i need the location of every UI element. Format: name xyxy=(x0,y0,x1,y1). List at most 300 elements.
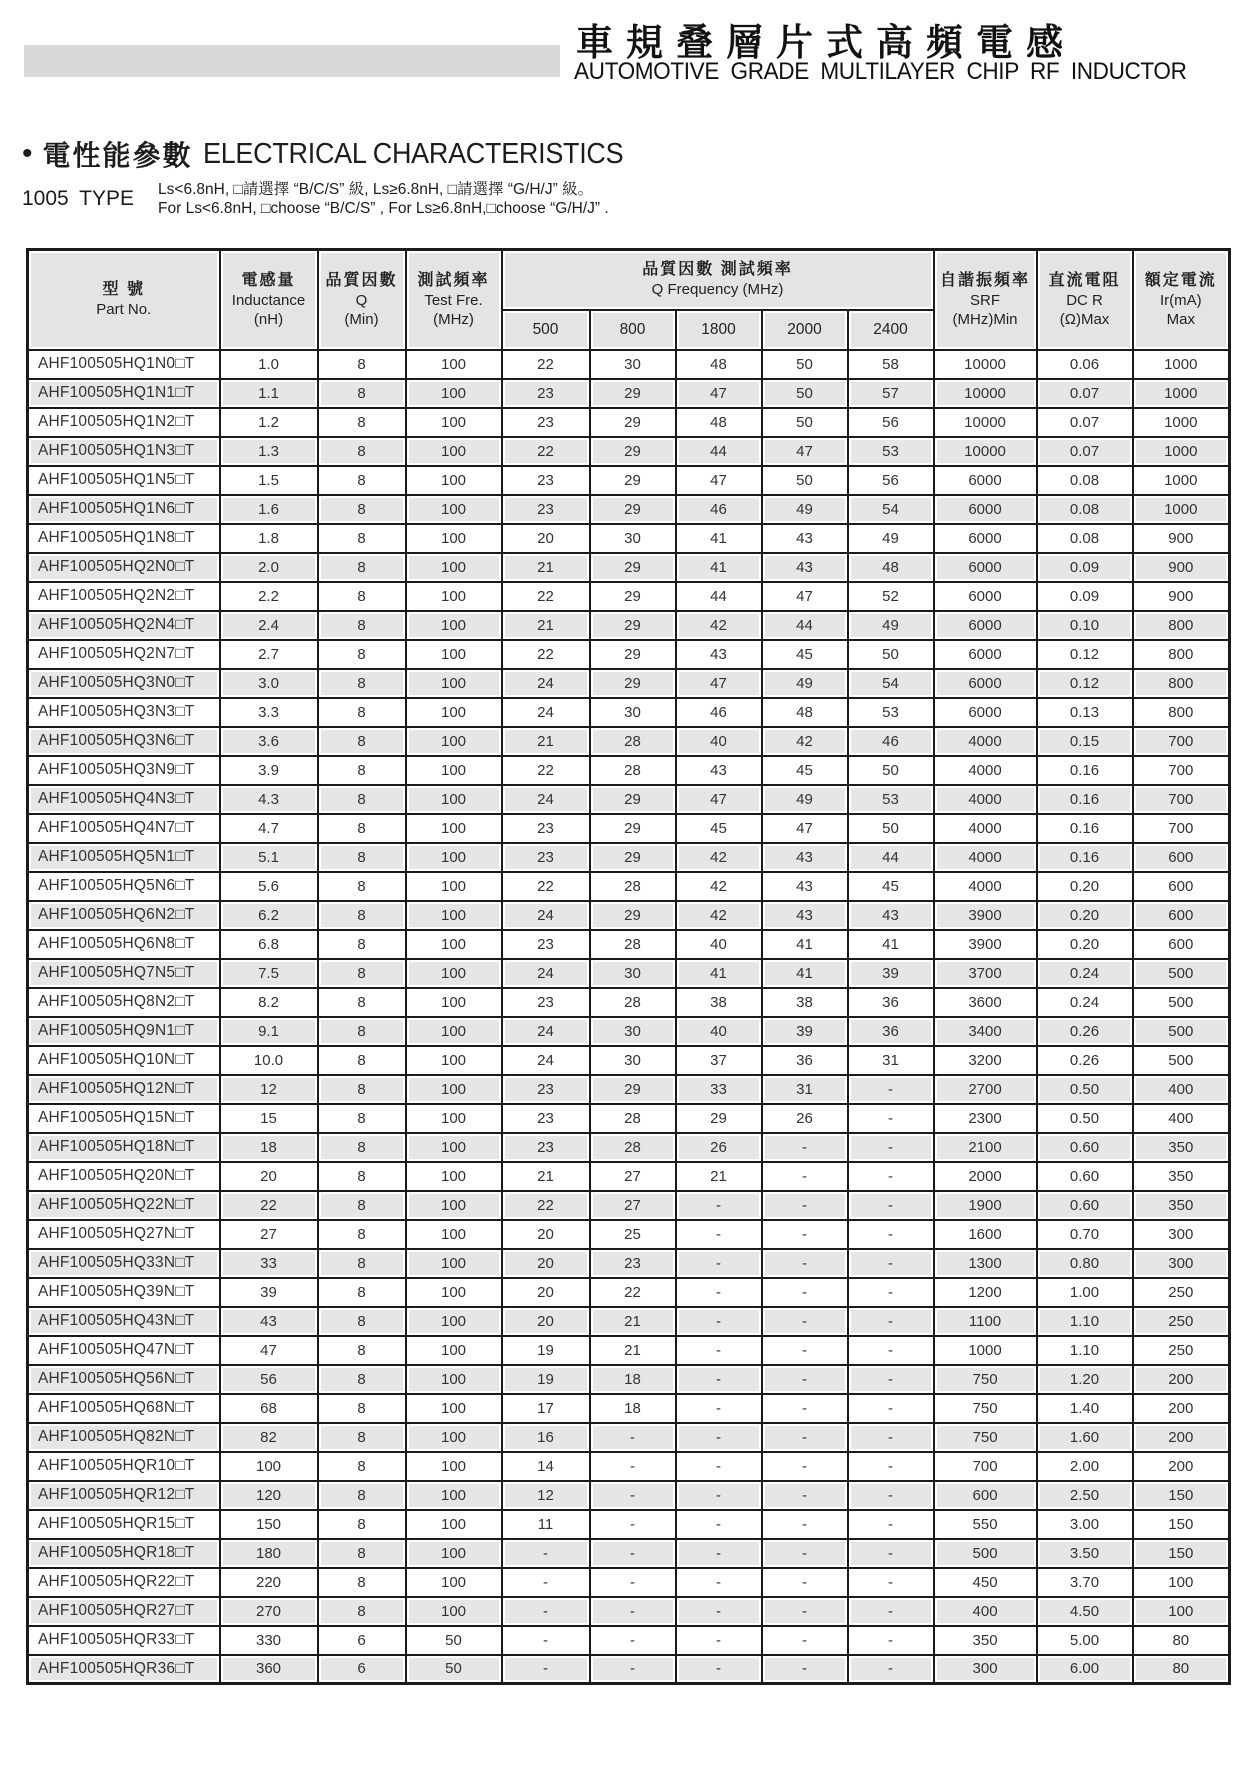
cell-q-1800: 40 xyxy=(676,1017,762,1046)
cell-part-no: AHF100505HQ10N□T xyxy=(28,1046,220,1075)
cell-dcr: 0.13 xyxy=(1037,698,1133,727)
cell-dcr: 0.20 xyxy=(1037,930,1133,959)
cell-q-2000: - xyxy=(762,1568,848,1597)
cell-test-fre: 100 xyxy=(406,1510,502,1539)
cell-q-800: 29 xyxy=(590,814,676,843)
cell-q-2000: 48 xyxy=(762,698,848,727)
cell-test-fre: 100 xyxy=(406,350,502,379)
cell-q-500: 22 xyxy=(502,640,590,669)
cell-q-800: 28 xyxy=(590,1133,676,1162)
cell-test-fre: 100 xyxy=(406,466,502,495)
cell-q-2400: - xyxy=(848,1481,934,1510)
cell-q-min: 8 xyxy=(318,1307,406,1336)
cell-q-1800: - xyxy=(676,1568,762,1597)
cell-q-500: 22 xyxy=(502,582,590,611)
cell-q-1800: - xyxy=(676,1336,762,1365)
cell-q-800: 30 xyxy=(590,1017,676,1046)
cell-q-min: 8 xyxy=(318,1220,406,1249)
cell-q-500: 21 xyxy=(502,727,590,756)
cell-part-no: AHF100505HQ4N7□T xyxy=(28,814,220,843)
cell-q-800: 29 xyxy=(590,843,676,872)
cell-dcr: 3.70 xyxy=(1037,1568,1133,1597)
cell-inductance: 1.6 xyxy=(220,495,318,524)
cell-q-2000: - xyxy=(762,1655,848,1684)
cell-q-1800: 48 xyxy=(676,408,762,437)
col-header-ir: 額定電流 Ir(mA) Max xyxy=(1133,250,1230,350)
cell-q-2400: 54 xyxy=(848,495,934,524)
cell-dcr: 1.40 xyxy=(1037,1394,1133,1423)
cell-q-2400: - xyxy=(848,1365,934,1394)
cell-srf: 2000 xyxy=(934,1162,1037,1191)
cell-q-min: 8 xyxy=(318,1365,406,1394)
table-row xyxy=(28,669,1230,698)
cell-q-2000: - xyxy=(762,1539,848,1568)
cell-inductance: 330 xyxy=(220,1626,318,1655)
cell-q-500: 12 xyxy=(502,1481,590,1510)
cell-q-min: 8 xyxy=(318,1075,406,1104)
cell-srf: 3700 xyxy=(934,959,1037,988)
cell-ir: 80 xyxy=(1133,1626,1230,1655)
cell-q-2000: - xyxy=(762,1510,848,1539)
cell-q-800: - xyxy=(590,1452,676,1481)
cell-inductance: 2.7 xyxy=(220,640,318,669)
col-header-freq-2000: 2000 xyxy=(762,310,848,350)
cell-q-min: 8 xyxy=(318,379,406,408)
cell-inductance: 1.0 xyxy=(220,350,318,379)
cell-q-500: 20 xyxy=(502,1249,590,1278)
cell-q-2000: 47 xyxy=(762,437,848,466)
cell-test-fre: 100 xyxy=(406,1365,502,1394)
cell-test-fre: 100 xyxy=(406,1017,502,1046)
cell-inductance: 15 xyxy=(220,1104,318,1133)
table-row xyxy=(28,553,1230,582)
cell-q-2400: 49 xyxy=(848,524,934,553)
cell-srf: 400 xyxy=(934,1597,1037,1626)
cell-q-800: 29 xyxy=(590,785,676,814)
cell-q-2000: 45 xyxy=(762,756,848,785)
cell-part-no: AHF100505HQR10□T xyxy=(28,1452,220,1481)
cell-test-fre: 100 xyxy=(406,1597,502,1626)
cell-part-no: AHF100505HQ2N2□T xyxy=(28,582,220,611)
cell-srf: 600 xyxy=(934,1481,1037,1510)
cell-q-800: 28 xyxy=(590,756,676,785)
cell-q-min: 8 xyxy=(318,756,406,785)
cell-q-2400: - xyxy=(848,1423,934,1452)
cell-q-2000: - xyxy=(762,1365,848,1394)
cell-ir: 600 xyxy=(1133,930,1230,959)
cell-q-min: 8 xyxy=(318,1394,406,1423)
cell-q-800: 25 xyxy=(590,1220,676,1249)
cell-part-no: AHF100505HQ15N□T xyxy=(28,1104,220,1133)
cell-dcr: 0.60 xyxy=(1037,1133,1133,1162)
cell-ir: 500 xyxy=(1133,959,1230,988)
col-header-q-frequency-group: 品質因數 測試頻率 Q Frequency (MHz) xyxy=(502,250,934,310)
cell-q-2400: 50 xyxy=(848,814,934,843)
cell-test-fre: 100 xyxy=(406,930,502,959)
cell-srf: 4000 xyxy=(934,785,1037,814)
cell-srf: 3900 xyxy=(934,930,1037,959)
logo-placeholder-bar xyxy=(24,45,560,77)
cell-srf: 750 xyxy=(934,1394,1037,1423)
cell-ir: 350 xyxy=(1133,1162,1230,1191)
cell-inductance: 20 xyxy=(220,1162,318,1191)
cell-ir: 250 xyxy=(1133,1278,1230,1307)
cell-q-500: 20 xyxy=(502,1220,590,1249)
cell-part-no: AHF100505HQR33□T xyxy=(28,1626,220,1655)
cell-q-1800: 44 xyxy=(676,437,762,466)
cell-q-2400: - xyxy=(848,1568,934,1597)
table-row xyxy=(28,1655,1230,1684)
cell-q-2000: - xyxy=(762,1278,848,1307)
cell-q-1800: 41 xyxy=(676,959,762,988)
cell-srf: 2300 xyxy=(934,1104,1037,1133)
cell-q-2000: - xyxy=(762,1249,848,1278)
cell-q-2000: 31 xyxy=(762,1075,848,1104)
cell-q-2400: - xyxy=(848,1278,934,1307)
page-title-zh: 車規叠層片式高頻電感 xyxy=(576,22,1076,63)
cell-dcr: 6.00 xyxy=(1037,1655,1133,1684)
cell-srf: 750 xyxy=(934,1365,1037,1394)
cell-srf: 1300 xyxy=(934,1249,1037,1278)
cell-srf: 6000 xyxy=(934,466,1037,495)
cell-dcr: 0.12 xyxy=(1037,669,1133,698)
cell-dcr: 1.00 xyxy=(1037,1278,1133,1307)
table-row xyxy=(28,495,1230,524)
cell-inductance: 2.2 xyxy=(220,582,318,611)
cell-inductance: 12 xyxy=(220,1075,318,1104)
cell-ir: 1000 xyxy=(1133,495,1230,524)
cell-part-no: AHF100505HQ9N1□T xyxy=(28,1017,220,1046)
cell-q-min: 8 xyxy=(318,1133,406,1162)
cell-inductance: 120 xyxy=(220,1481,318,1510)
cell-test-fre: 100 xyxy=(406,1307,502,1336)
cell-inductance: 360 xyxy=(220,1655,318,1684)
cell-q-500: - xyxy=(502,1568,590,1597)
cell-test-fre: 100 xyxy=(406,1278,502,1307)
cell-inductance: 150 xyxy=(220,1510,318,1539)
table-row xyxy=(28,582,1230,611)
cell-q-800: 30 xyxy=(590,959,676,988)
cell-srf: 300 xyxy=(934,1655,1037,1684)
cell-q-800: - xyxy=(590,1655,676,1684)
cell-part-no: AHF100505HQ3N0□T xyxy=(28,669,220,698)
cell-q-1800: - xyxy=(676,1365,762,1394)
col-header-inductance: 電感量 Inductance (nH) xyxy=(220,250,318,350)
cell-ir: 150 xyxy=(1133,1481,1230,1510)
cell-q-500: - xyxy=(502,1597,590,1626)
cell-q-800: 30 xyxy=(590,698,676,727)
cell-inductance: 39 xyxy=(220,1278,318,1307)
cell-dcr: 0.26 xyxy=(1037,1017,1133,1046)
cell-q-500: 21 xyxy=(502,611,590,640)
cell-q-1800: - xyxy=(676,1191,762,1220)
cell-q-2400: - xyxy=(848,1452,934,1481)
table-row xyxy=(28,1075,1230,1104)
electrical-characteristics-table xyxy=(26,248,1231,1685)
cell-test-fre: 100 xyxy=(406,843,502,872)
cell-q-2000: 41 xyxy=(762,930,848,959)
table-row xyxy=(28,524,1230,553)
table-row xyxy=(28,1423,1230,1452)
cell-q-500: 20 xyxy=(502,1278,590,1307)
cell-q-2400: - xyxy=(848,1336,934,1365)
cell-q-500: 14 xyxy=(502,1452,590,1481)
cell-inductance: 5.1 xyxy=(220,843,318,872)
cell-q-800: - xyxy=(590,1568,676,1597)
cell-srf: 1200 xyxy=(934,1278,1037,1307)
cell-q-1800: - xyxy=(676,1655,762,1684)
cell-q-1800: - xyxy=(676,1220,762,1249)
cell-q-500: 16 xyxy=(502,1423,590,1452)
table-row xyxy=(28,727,1230,756)
cell-srf: 4000 xyxy=(934,872,1037,901)
cell-q-min: 8 xyxy=(318,1249,406,1278)
section-heading-en: ELECTRICAL CHARACTERISTICS xyxy=(202,137,623,170)
cell-q-800: 28 xyxy=(590,930,676,959)
cell-dcr: 0.08 xyxy=(1037,495,1133,524)
cell-ir: 1000 xyxy=(1133,466,1230,495)
cell-test-fre: 100 xyxy=(406,611,502,640)
cell-q-2400: - xyxy=(848,1133,934,1162)
table-row xyxy=(28,1481,1230,1510)
cell-q-1800: - xyxy=(676,1539,762,1568)
cell-dcr: 4.50 xyxy=(1037,1597,1133,1626)
cell-q-1800: 47 xyxy=(676,785,762,814)
cell-dcr: 0.60 xyxy=(1037,1162,1133,1191)
cell-part-no: AHF100505HQ68N□T xyxy=(28,1394,220,1423)
cell-q-min: 8 xyxy=(318,611,406,640)
cell-ir: 400 xyxy=(1133,1104,1230,1133)
table-row xyxy=(28,1278,1230,1307)
table-row xyxy=(28,756,1230,785)
cell-test-fre: 100 xyxy=(406,379,502,408)
cell-srf: 700 xyxy=(934,1452,1037,1481)
cell-q-min: 8 xyxy=(318,785,406,814)
cell-ir: 900 xyxy=(1133,524,1230,553)
cell-ir: 700 xyxy=(1133,727,1230,756)
cell-q-800: - xyxy=(590,1423,676,1452)
cell-srf: 350 xyxy=(934,1626,1037,1655)
cell-ir: 500 xyxy=(1133,1017,1230,1046)
cell-dcr: 1.10 xyxy=(1037,1336,1133,1365)
cell-ir: 150 xyxy=(1133,1510,1230,1539)
cell-q-800: 21 xyxy=(590,1307,676,1336)
cell-q-2000: - xyxy=(762,1452,848,1481)
cell-q-1800: - xyxy=(676,1249,762,1278)
cell-part-no: AHF100505HQ2N4□T xyxy=(28,611,220,640)
cell-q-800: 28 xyxy=(590,1104,676,1133)
cell-q-2000: 49 xyxy=(762,785,848,814)
cell-part-no: AHF100505HQ20N□T xyxy=(28,1162,220,1191)
cell-dcr: 0.16 xyxy=(1037,843,1133,872)
cell-srf: 6000 xyxy=(934,669,1037,698)
table-row xyxy=(28,1394,1230,1423)
cell-test-fre: 100 xyxy=(406,872,502,901)
cell-inductance: 3.9 xyxy=(220,756,318,785)
cell-dcr: 0.07 xyxy=(1037,437,1133,466)
cell-q-2000: - xyxy=(762,1597,848,1626)
cell-test-fre: 50 xyxy=(406,1626,502,1655)
cell-q-500: 23 xyxy=(502,379,590,408)
cell-q-2400: 39 xyxy=(848,959,934,988)
cell-q-500: 23 xyxy=(502,408,590,437)
cell-part-no: AHF100505HQ2N7□T xyxy=(28,640,220,669)
cell-q-2000: 49 xyxy=(762,495,848,524)
cell-q-2400: 53 xyxy=(848,785,934,814)
cell-q-800: 29 xyxy=(590,408,676,437)
table-row xyxy=(28,959,1230,988)
table-row xyxy=(28,1452,1230,1481)
cell-inductance: 27 xyxy=(220,1220,318,1249)
cell-q-2000: 50 xyxy=(762,379,848,408)
cell-q-500: 22 xyxy=(502,1191,590,1220)
cell-q-min: 6 xyxy=(318,1626,406,1655)
note-line-zh: Ls<6.8nH, □請選擇 “B/C/S” 級, Ls≥6.8nH, □請選擇 “G/H/J” 級。 xyxy=(158,181,594,198)
col-header-srf: 自諧振頻率 SRF (MHz)Min xyxy=(934,250,1037,350)
table-row xyxy=(28,640,1230,669)
cell-ir: 200 xyxy=(1133,1452,1230,1481)
cell-q-2400: - xyxy=(848,1626,934,1655)
cell-q-min: 6 xyxy=(318,1655,406,1684)
cell-inductance: 1.3 xyxy=(220,437,318,466)
cell-q-2400: 52 xyxy=(848,582,934,611)
cell-q-min: 8 xyxy=(318,1423,406,1452)
cell-test-fre: 100 xyxy=(406,727,502,756)
cell-srf: 550 xyxy=(934,1510,1037,1539)
col-header-freq-500: 500 xyxy=(502,310,590,350)
cell-q-500: 24 xyxy=(502,669,590,698)
cell-test-fre: 100 xyxy=(406,1162,502,1191)
cell-ir: 100 xyxy=(1133,1597,1230,1626)
table-row xyxy=(28,1249,1230,1278)
cell-dcr: 0.24 xyxy=(1037,959,1133,988)
cell-ir: 100 xyxy=(1133,1568,1230,1597)
cell-q-2000: - xyxy=(762,1307,848,1336)
cell-dcr: 0.16 xyxy=(1037,785,1133,814)
table-row xyxy=(28,350,1230,379)
cell-inductance: 10.0 xyxy=(220,1046,318,1075)
cell-dcr: 2.00 xyxy=(1037,1452,1133,1481)
cell-srf: 10000 xyxy=(934,408,1037,437)
cell-q-800: 27 xyxy=(590,1162,676,1191)
cell-test-fre: 100 xyxy=(406,553,502,582)
cell-q-min: 8 xyxy=(318,727,406,756)
cell-q-1800: 42 xyxy=(676,611,762,640)
cell-dcr: 0.07 xyxy=(1037,408,1133,437)
cell-ir: 700 xyxy=(1133,785,1230,814)
cell-q-2000: 43 xyxy=(762,553,848,582)
cell-part-no: AHF100505HQ56N□T xyxy=(28,1365,220,1394)
table-row xyxy=(28,843,1230,872)
cell-test-fre: 100 xyxy=(406,1249,502,1278)
cell-q-min: 8 xyxy=(318,1568,406,1597)
cell-dcr: 2.50 xyxy=(1037,1481,1133,1510)
cell-part-no: AHF100505HQ4N3□T xyxy=(28,785,220,814)
cell-dcr: 0.50 xyxy=(1037,1104,1133,1133)
cell-test-fre: 100 xyxy=(406,1568,502,1597)
cell-q-800: 27 xyxy=(590,1191,676,1220)
cell-dcr: 0.07 xyxy=(1037,379,1133,408)
cell-q-500: 24 xyxy=(502,698,590,727)
table-row xyxy=(28,466,1230,495)
cell-part-no: AHF100505HQR15□T xyxy=(28,1510,220,1539)
cell-q-min: 8 xyxy=(318,524,406,553)
cell-q-800: 29 xyxy=(590,379,676,408)
table-row xyxy=(28,1017,1230,1046)
cell-q-2400: - xyxy=(848,1075,934,1104)
cell-inductance: 220 xyxy=(220,1568,318,1597)
cell-q-2000: - xyxy=(762,1423,848,1452)
cell-q-500: 24 xyxy=(502,901,590,930)
cell-q-1800: 26 xyxy=(676,1133,762,1162)
cell-q-min: 8 xyxy=(318,1597,406,1626)
cell-ir: 600 xyxy=(1133,843,1230,872)
cell-q-1800: - xyxy=(676,1307,762,1336)
cell-inductance: 18 xyxy=(220,1133,318,1162)
cell-q-min: 8 xyxy=(318,1104,406,1133)
cell-q-2400: - xyxy=(848,1539,934,1568)
cell-srf: 450 xyxy=(934,1568,1037,1597)
cell-part-no: AHF100505HQ43N□T xyxy=(28,1307,220,1336)
cell-test-fre: 100 xyxy=(406,988,502,1017)
cell-part-no: AHF100505HQ6N2□T xyxy=(28,901,220,930)
cell-q-1800: 43 xyxy=(676,640,762,669)
cell-ir: 350 xyxy=(1133,1191,1230,1220)
cell-q-500: 19 xyxy=(502,1336,590,1365)
cell-q-2400: 56 xyxy=(848,408,934,437)
cell-q-min: 8 xyxy=(318,814,406,843)
cell-q-800: - xyxy=(590,1597,676,1626)
cell-dcr: 0.50 xyxy=(1037,1075,1133,1104)
cell-part-no: AHF100505HQ47N□T xyxy=(28,1336,220,1365)
cell-q-min: 8 xyxy=(318,350,406,379)
cell-test-fre: 100 xyxy=(406,1539,502,1568)
cell-q-2000: - xyxy=(762,1481,848,1510)
cell-part-no: AHF100505HQ1N2□T xyxy=(28,408,220,437)
cell-ir: 200 xyxy=(1133,1365,1230,1394)
cell-q-1800: 45 xyxy=(676,814,762,843)
cell-q-2400: 46 xyxy=(848,727,934,756)
cell-part-no: AHF100505HQ3N6□T xyxy=(28,727,220,756)
table-row xyxy=(28,901,1230,930)
cell-inductance: 6.8 xyxy=(220,930,318,959)
cell-q-1800: 44 xyxy=(676,582,762,611)
cell-q-min: 8 xyxy=(318,553,406,582)
cell-q-1800: 46 xyxy=(676,495,762,524)
cell-q-500: 24 xyxy=(502,959,590,988)
cell-part-no: AHF100505HQ1N1□T xyxy=(28,379,220,408)
cell-inductance: 4.7 xyxy=(220,814,318,843)
cell-inductance: 22 xyxy=(220,1191,318,1220)
cell-srf: 3400 xyxy=(934,1017,1037,1046)
cell-q-2000: 42 xyxy=(762,727,848,756)
table-row xyxy=(28,814,1230,843)
cell-q-2000: 47 xyxy=(762,582,848,611)
cell-q-2400: 48 xyxy=(848,553,934,582)
cell-q-2400: 57 xyxy=(848,379,934,408)
table-row xyxy=(28,1336,1230,1365)
col-header-test-fre: 測試頻率 Test Fre. (MHz) xyxy=(406,250,502,350)
cell-dcr: 0.15 xyxy=(1037,727,1133,756)
table-row xyxy=(28,1046,1230,1075)
cell-srf: 1600 xyxy=(934,1220,1037,1249)
cell-q-1800: - xyxy=(676,1510,762,1539)
table-header xyxy=(28,250,1230,350)
cell-part-no: AHF100505HQ33N□T xyxy=(28,1249,220,1278)
cell-inductance: 2.0 xyxy=(220,553,318,582)
cell-q-500: 24 xyxy=(502,1017,590,1046)
selection-notes xyxy=(158,180,609,218)
